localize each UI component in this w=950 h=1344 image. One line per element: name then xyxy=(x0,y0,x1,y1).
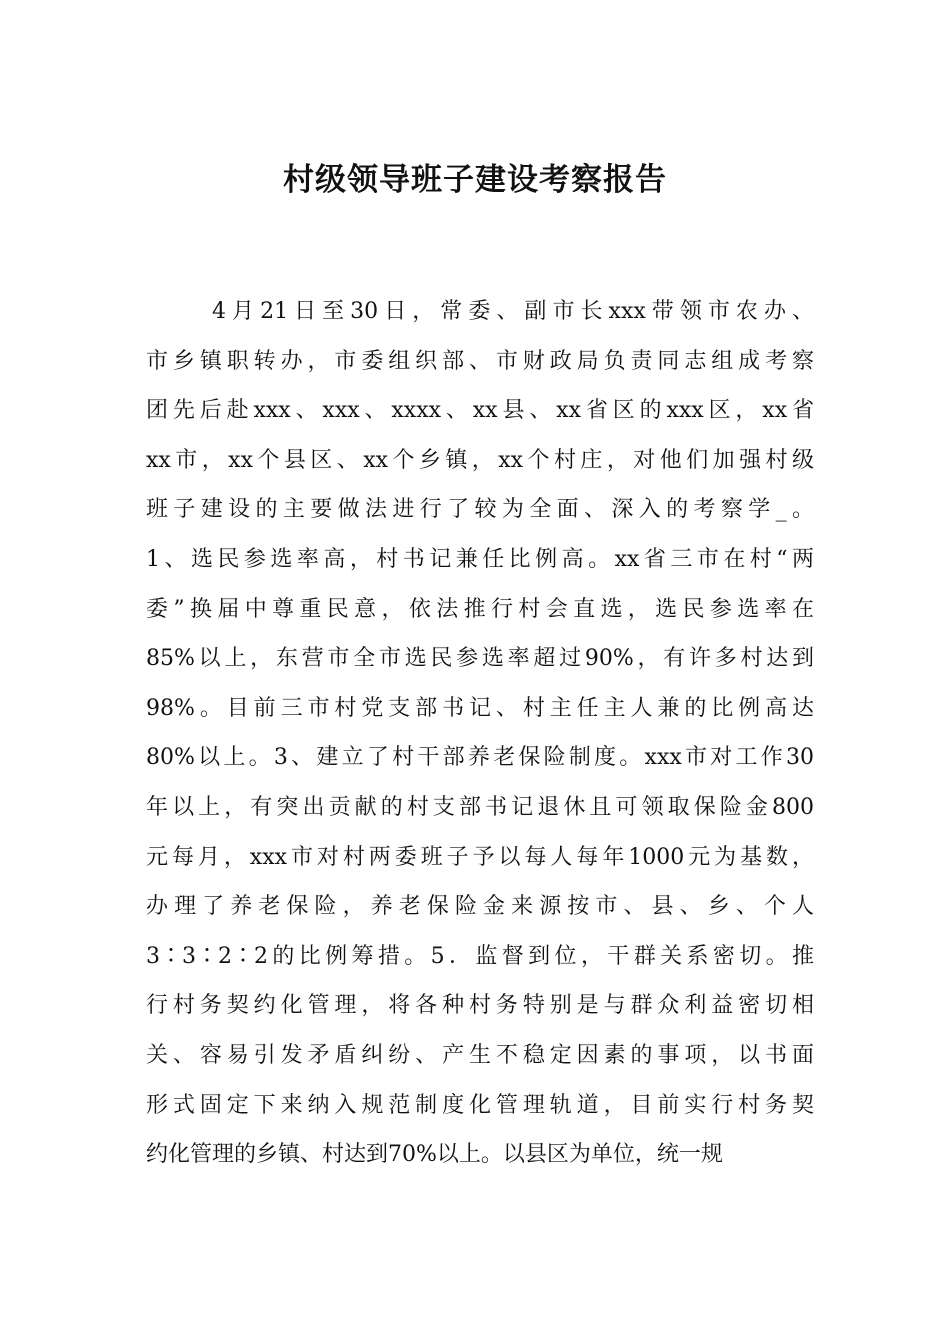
body-line: xx市，xx个县区、xx个乡镇，xx个村庄，对他们加强村级 xyxy=(146,447,814,473)
body-line: 98%。目前三市村党支部书记、村主任主人兼的比例高达 xyxy=(146,695,814,721)
body-line: 约化管理的乡镇、村达到70%以上。以县区为单位，统一规 xyxy=(146,1142,723,1168)
body-line: 委”换届中尊重民意，依法推行村会直选，选民参选率在 xyxy=(146,596,814,622)
body-line: 关、容易引发矛盾纠纷、产生不稳定因素的事项，以书面 xyxy=(146,1042,814,1068)
body-line: 班子建设的主要做法进行了较为全面、深入的考察学_。 xyxy=(146,497,814,523)
body-line: 团先后赴xxx、xxx、xxxx、xx县、xx省区的xxx区，xx省 xyxy=(146,398,814,424)
body-line: 形式固定下来纳入规范制度化管理轨道，目前实行村务契 xyxy=(146,1092,814,1118)
document-body xyxy=(146,290,814,1183)
body-line: 市乡镇职转办，市委组织部、市财政局负责同志组成考察 xyxy=(146,348,814,374)
body-line: 85%以上，东营市全市选民参选率超过90%，有许多村达到 xyxy=(146,646,814,672)
body-line: 1、选民参选率高，村书记兼任比例高。xx省三市在村“两 xyxy=(146,546,814,572)
body-line: 3∶3∶2∶2的比例筹措。5．监督到位，干群关系密切。推 xyxy=(146,943,814,969)
body-line: 行村务契约化管理，将各种村务特别是与群众利益密切相 xyxy=(146,993,814,1019)
body-line: 年以上，有突出贡献的村支部书记退休且可领取保险金800 xyxy=(146,794,814,820)
document-title: 村级领导班子建设考察报告 xyxy=(283,162,667,198)
body-line: 80%以上。3、建立了村干部养老保险制度。xxx市对工作30 xyxy=(146,745,814,771)
body-line: 办理了养老保险，养老保险金来源按市、县、乡、个人 xyxy=(146,894,814,920)
body-line: 元每月，xxx市对村两委班子予以每人每年1000元为基数， xyxy=(146,844,814,870)
body-line: 4月21日至30日，常委、副市长xxx带领市农办、 xyxy=(212,299,814,324)
